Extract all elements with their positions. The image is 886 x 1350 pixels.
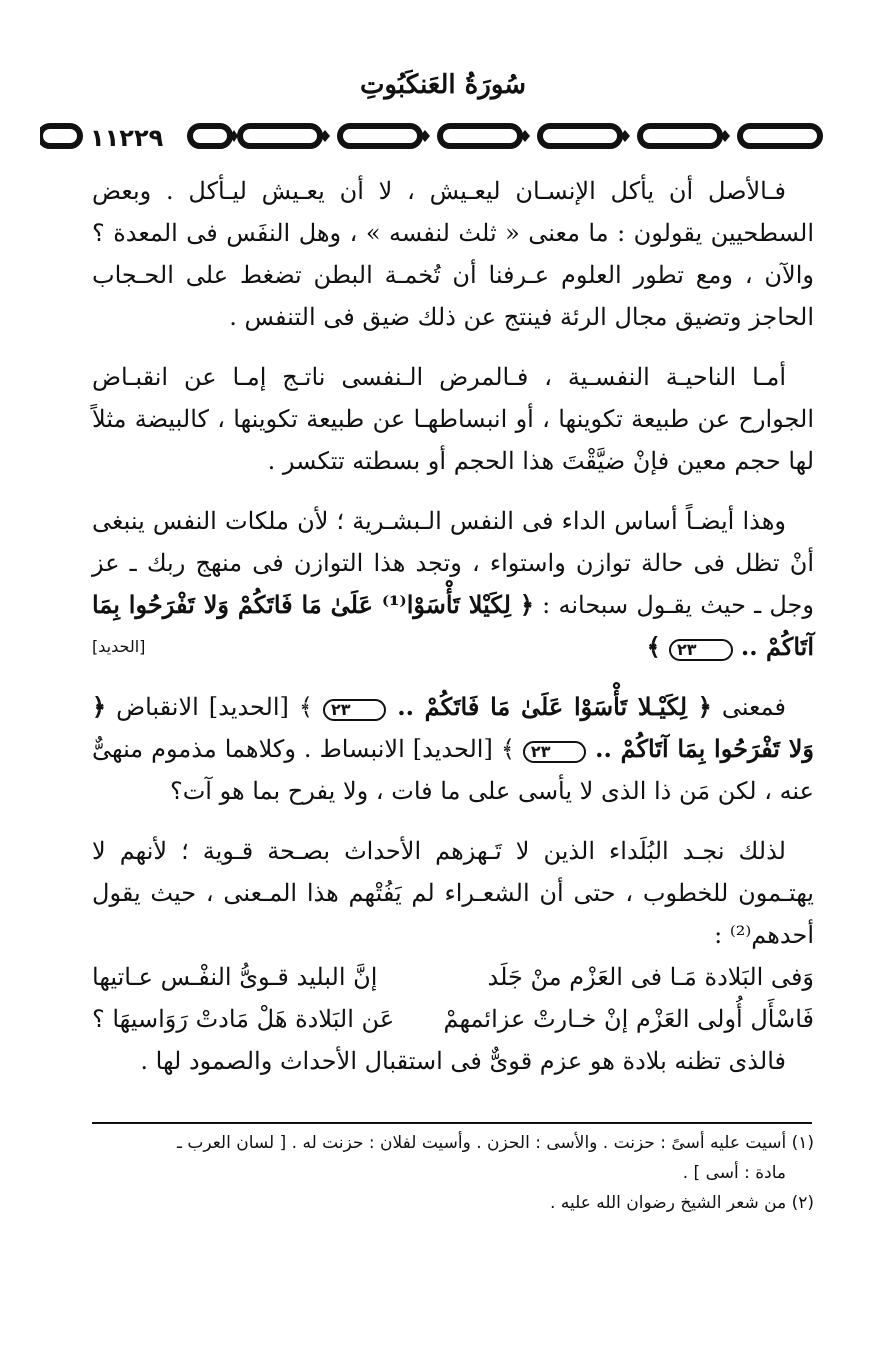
footnote-divider	[92, 1122, 812, 1124]
footnote-1-continued: مادة : أسى ] .	[682, 1163, 786, 1183]
quran-bracket-close: ﴾	[646, 632, 669, 661]
page-number: ١١٢٢٩	[86, 124, 167, 152]
surah-reference: [الحديد]	[92, 637, 146, 656]
poem-line-2-right: فَاسْأَل أُولى العَزْم إنْ خـارتْ عزائمهمْ	[443, 1005, 814, 1033]
paragraph-3-text: وهذا أيضـاً أساس الداء فى النفس الـبشـرية ؛ لأن ملكات النفس ينبغى أنْ تظل فى حالة توازن واستواء ، وتجد هذا التوازن فى منهج ربك ـ عز وجل ـ حيث يقـول سبحانه :	[92, 507, 814, 619]
footnotes	[92, 1128, 814, 1218]
quran-verse-2: ﴿ وَلا تَفْرَحُوا بِمَا آتَاكُمْ ..	[92, 692, 814, 763]
verse-number: ٢٣	[669, 639, 733, 661]
paragraph-6: فالذى تظنه بلادة هو عزم قوىٌّ فى استقبال الأحداث والصمود لها .	[140, 1047, 786, 1075]
poem-line-2	[92, 998, 814, 1040]
paragraph-4-mid-1: ﴾ [الحديد] الانقباض	[106, 693, 323, 721]
verse-number-2: ٢٣	[523, 741, 587, 763]
verse-number-1: ٢٣	[323, 699, 387, 721]
footnote-1: (١) أسيت عليه أسىً : حزنت . والأسى : الحزن . وأسيت لفلان : حزنت له . [ لسان العرب ـ	[176, 1133, 814, 1153]
quran-verse-1: ﴿ لِكَيْـلا تَأْسَوْا عَلَىٰ مَا فَاتَكُمْ ..	[386, 692, 712, 721]
paragraph-3	[92, 500, 814, 668]
poem-line-1	[92, 956, 814, 998]
paragraph-4	[92, 686, 814, 812]
paragraph-2: أمـا الناحيـة النفسـية ، فـالمرض الـنفسى ناتـج إمـا عن انقبـاض الجوارح عن طبيعة تكوينها ، أو انبساطهـا عن طبيعة تكوينها ، كالبيضة مثلاً لها حجم معين فإنْ ضيَّقْتَ هذا الحجم أو بسطته تتكسر .	[92, 363, 814, 475]
main-text	[92, 170, 814, 1100]
quran-verse: ﴿ لِكَيْلا تَأْسَوْا⁽¹⁾ عَلَىٰ مَا فَاتَكُمْ وَلا تَفْرَحُوا بِمَا آتَاكُمْ ..	[92, 590, 814, 661]
paragraph-1: فـالأصل أن يأكل الإنسـان ليعـيش ، لا أن يعـيش ليـأكل . وبعض السطحيين يقولون : ما معنى « ثلث لنفسه » ، وهل النفَس فى المعدة ؟ والآن ، ومع تطور العلوم عـرفنا أن تُخمـة البطن تضغط على الحـجاب الحاجز وتضيق مجال الرئة فينتج عن ذلك ضيق فى التنفس .	[92, 177, 814, 331]
paragraph-5: لذلك نجـد البُلَداء الذين لا تَـهزهم الأحداث بصـحة قـوية ؛ لأنهم لا يهتـمون للخطوب ، حتى أن الشعـراء لم يَفُتْهم هذا المـعنى ، حيث يقول أحدهم⁽²⁾ :	[92, 837, 814, 949]
paragraph-4-mid-2: ﴾ [الحديد] الانبساط . وكلاهما مذموم منهىٌّ عنه ، لكن مَن ذا الذى لا يأسى على ما فات ، ولا يفرح بما هو آت؟	[92, 735, 814, 805]
poem-line-1-left: إنَّ البليد قـوىُّ النفْـس عـاتيها	[92, 963, 378, 991]
poem-line-1-right: وَفى البَلادة مَـا فى العَزْم منْ جَلَد	[487, 963, 814, 991]
surah-title: سُورَةُ العَنكَبُوتِ	[359, 70, 527, 100]
footnote-2: (٢) من شعر الشيخ رضوان الله عليه .	[550, 1193, 814, 1213]
poem-line-2-left: عَن البَلادة هَلْ مَادتْ رَوَاسيهَا ؟	[92, 1005, 395, 1033]
paragraph-4-start: فمعنى	[711, 693, 786, 721]
